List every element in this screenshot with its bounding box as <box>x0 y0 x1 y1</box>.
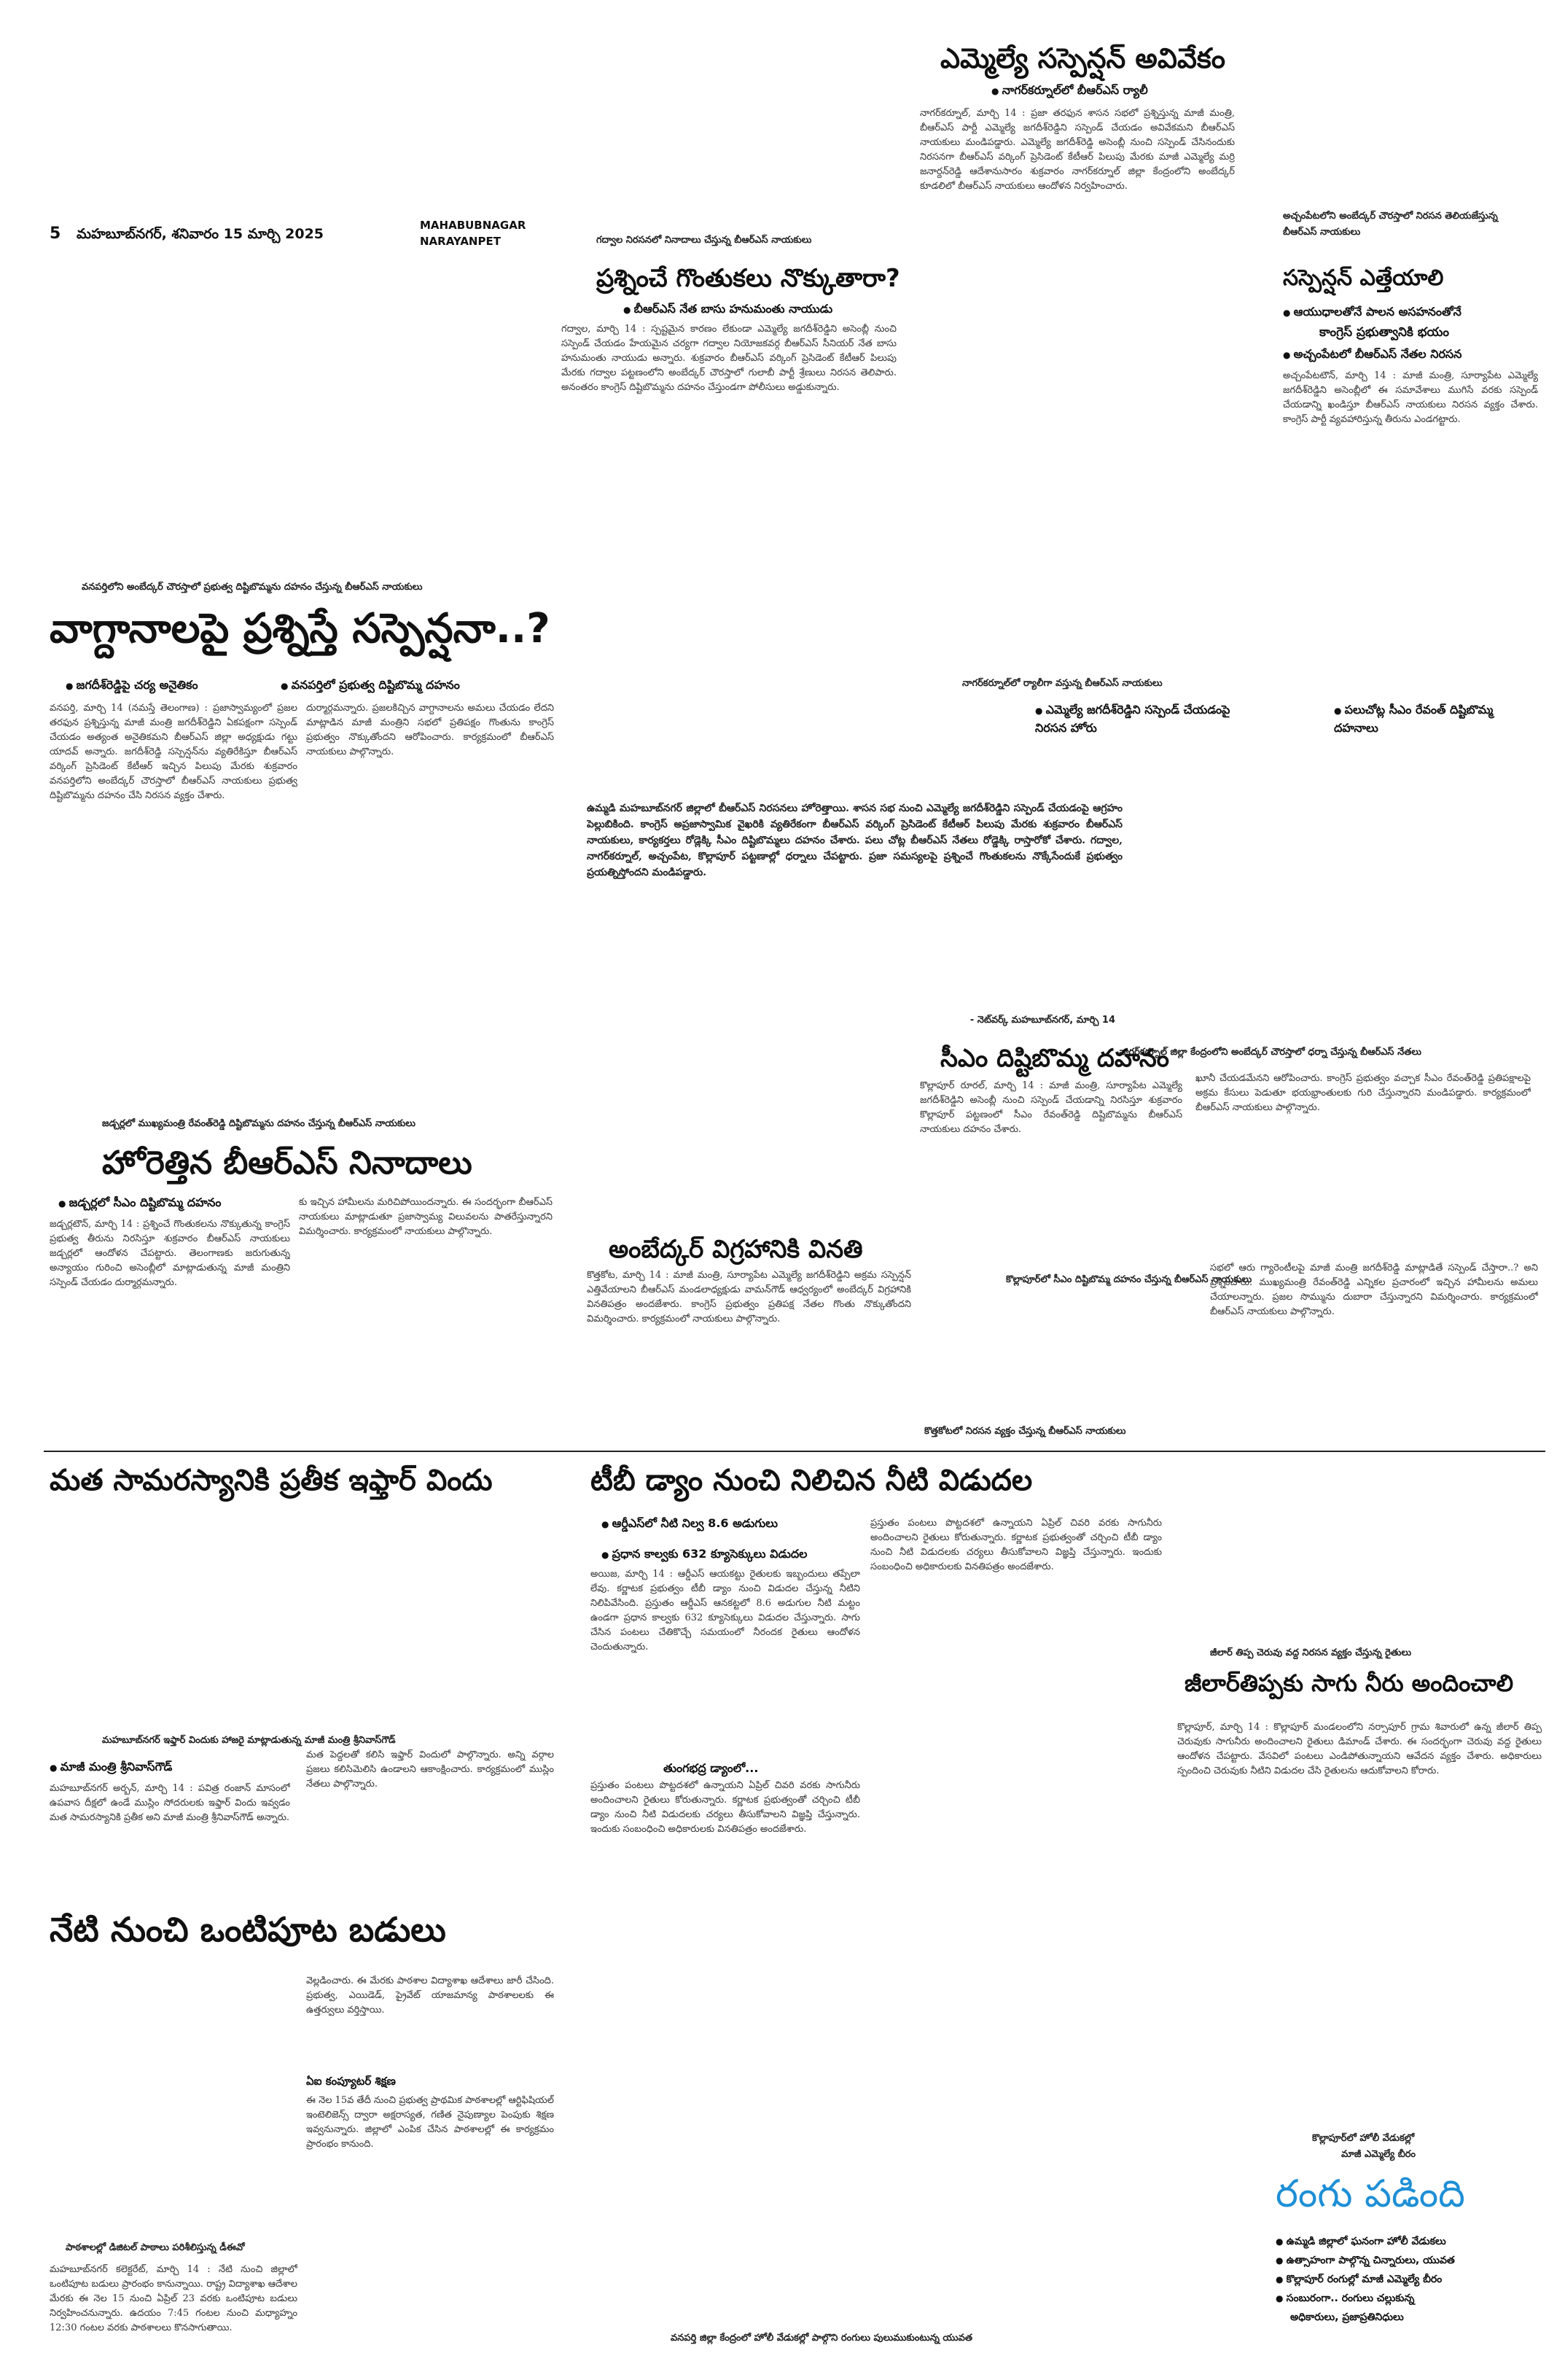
jurala-body: కొల్లాపూర్, మార్చి 14 : కొల్లాపూర్ మండలంలోని నర్సాపూర్ గ్రామ శివారులో ఉన్న జీలార్ తిప్ప చెరువుకు సాగునీరు అందించాలని రైతులు డిమాండ్ చేశారు. ఈ సందర్భంగా చెరువు వద్ద రైతులు ఆందోళన చేపట్టారు. వేసవిలో పంటలు ఎండిపోతున్నాయని ఆవేదన వ్యక్తం చేశారు. అధికారులు స్పందించి చెరువుకు నీటిని విడుదల చేసి రైతులను ఆదుకోవాలని కోరారు. <box>1177 1722 1542 1776</box>
dam-body-col1: అయిజ, మార్చి 14 : ఆర్డీఎస్ ఆయకట్టు రైతులకు ఇబ్బందులు తప్పేలా లేవు. కర్ణాటక ప్రభుత్వం టీబీ డ్యాం నుంచి విడుదల చేస్తున్న నీటిని నిలిపివేసింది. ప్రస్తుతం ఆర్డీఎస్ ఆనకట్టలో 8.6 అడుగుల నీటి మట్టం ఉండగా ప్రధాన కాల్వకు 632 క్యూసెక్కులు విడుదల చేస్తున్నారు. సాగు చేసిన పంటలు చేతికొచ్చే సమయంలో నీరందక రైతులు ఆందోళన చెందుతున్నారు. <box>590 1569 860 1653</box>
gadwal-headline: ప్రశ్నించే గొంతుకలు నొక్కుతారా? <box>596 264 900 293</box>
holi-kicker-1: కొల్లాపూర్‌లో హోలీ వేడుకల్లో <box>1312 2133 1415 2144</box>
photo-kottakota <box>561 1050 904 1225</box>
jadcherla-photo-caption: జడ్చర్లలో ముఖ్యమంత్రి రేవంత్‌రెడ్డి దిష్టిబొమ్మను దహనం చేస్తున్న బీఆర్ఎస్ నాయకులు <box>102 1118 415 1129</box>
photo-jurala <box>1166 1465 1545 1647</box>
gadwal-photo-caption: గద్వాల నిరసనలో నినాదాలు చేస్తున్న బీఆర్ఎస్ నాయకులు <box>596 235 812 246</box>
photo-kottakota-small <box>911 1327 1217 1421</box>
page-number: 5 <box>50 225 61 243</box>
photo-holi-beeram <box>1268 1968 1545 2129</box>
dam-headline: టీబీ డ్యాం నుంచి నిలిచిన నీటి విడుదల <box>590 1464 1033 1497</box>
dam-bullet-1: ● ఆర్డీఎస్‌లో నీటి నిల్వ 8.6 అడుగులు <box>601 1516 778 1533</box>
sabha-body: సభలో ఆరు గ్యారెంటీలపై మాజీ మంత్రి జగదీశ్‌రెడ్డి మాట్లాడితే సస్పెండ్ చేస్తారా..? అని ప్రశ్నించారు. ముఖ్యమంత్రి రేవంత్‌రెడ్డి ఎన్నికల ప్రచారంలో ఇచ్చిన హామీలను అమలు చేయాలన్నారు. ప్రజల సొమ్మును దుబారా చేస్తున్నారని విమర్శించారు. కార్యక్రమంలో బీఆర్ఎస్ నాయకులు పాల్గొన్నారు. <box>1210 1263 1538 1317</box>
jadcherla-headline: హోరెత్తిన బీఆర్ఎస్ నినాదాలు <box>102 1144 472 1182</box>
effigy-photo-caption: కొల్లాపూర్‌లో సీఎం దిష్టిబొమ్మ దహనం చేస్తున్న బీఆర్ఎస్ నాయకులు <box>1006 1274 1252 1285</box>
holi-photo-caption: వనపర్తి జిల్లా కేంద్రంలో హోలీ వేడుకల్లో పాల్గొని రంగులు పులుముకుంటున్న యువత <box>671 2333 972 2344</box>
effigy-body-col2: ఖూనీ చేయడమేనని ఆరోపించారు. కాంగ్రెస్ ప్రభుత్వం వచ్చాక సీఎం రేవంత్‌రెడ్డి ప్రతిపక్షాలపై అక్రమ కేసులు పెడుతూ భయభ్రాంతులకు గురి చేస్తున్నారని మండిపడ్డారు. కార్యక్రమంలో బీఆర్ఎస్ నాయకులు పాల్గొన్నారు. <box>1195 1073 1531 1113</box>
school-body-col2: వెల్లడించారు. ఈ మేరకు పాఠశాల విద్యాశాఖ ఆదేశాలు జారీ చేసింది. ప్రభుత్వ, ఎయిడెడ్, ప్రైవేట్ యాజమాన్య పాఠశాలలకు ఈ ఉత్తర్వులు వర్తిస్తాయి. <box>306 1975 554 2016</box>
achampet-bullet-1: ● ఆయుధాలతోనే పాలన అసహనంతోనే <box>1283 305 1462 321</box>
photo-nagarkurnool-dharna <box>1130 773 1545 1042</box>
dam-body-col2: ప్రస్తుతం పంటలు పొట్టదశలో ఉన్నాయని ఏప్రిల్ చివరి వరకు సాగునీరు అందించాలని రైతులు కోరుతున్నారు. కర్ణాటక ప్రభుత్వంతో చర్చించి టీబీ డ్యాం నుంచి నీటి విడుదలకు చర్యలు తీసుకోవాలని విజ్ఞప్తి చేస్తున్నారు. ఇందుకు సంబంధించి అధికారులకు వినతిపత్రం అందజేశారు. <box>870 1518 1162 1572</box>
photo-achampet <box>1254 0 1545 203</box>
photo-wanaparthy <box>44 255 554 574</box>
dam-subhead: తుంగభద్ర డ్యాంలో... <box>663 1761 759 1775</box>
photo-iftar <box>44 1509 554 1728</box>
wanaparthy-bullet-2: ● వనపర్తిలో ప్రభుత్వ దిష్టిబొమ్మ దహనం <box>281 678 460 695</box>
dam-bullet-2: ● ప్రధాన కాల్వకు 632 క్యూసెక్కులు విడుదల <box>601 1547 808 1564</box>
edition-line-2: NARAYANPET <box>420 235 501 248</box>
gadwal-bullet: ● బీఆర్ఎస్ నేత బాసు హనుమంతు నాయుడు <box>623 302 832 319</box>
dam-body-col1b: ప్రస్తుతం పంటలు పొట్టదశలో ఉన్నాయని ఏప్రిల్ చివరి వరకు సాగునీరు అందించాలని రైతులు కోరుతున్నారు. కర్ణాటక ప్రభుత్వంతో చర్చించి టీబీ డ్యాం నుంచి నీటి విడుదలకు చర్యలు తీసుకోవాలని విజ్ఞప్తి చేస్తున్నారు. ఇందుకు సంబంధించి అధికారులకు వినతిపత్రం అందజేశారు. <box>590 1780 860 1835</box>
iftar-body-col2: మత పెద్దలతో కలిసి ఇఫ్తార్ విందులో పాల్గొన్నారు. అన్ని వర్గాల ప్రజలు కలిసిమెలిసి ఉండాలని ఆకాంక్షించారు. కార్యక్రమంలో ముస్లిం నేతలు పాల్గొన్నారు. <box>306 1749 554 1790</box>
intro-box <box>587 800 1123 1034</box>
school-body-col2b: ఈ నెల 15వ తేదీ నుంచి ప్రభుత్వ ప్రాథమిక పాఠశాలల్లో ఆర్టిఫిషియల్ ఇంటెలిజెన్స్ ద్వారా అక్షరాస్యత, గణిత నైపుణ్యాల పెంపుకు శిక్షణ ఇవ్వనున్నారు. జిల్లాలో ఎంపిక చేసిన పాఠశాలల్లో ఈ కార్యక్రమం ప్రారంభం కానుంది. <box>306 2095 554 2150</box>
photo-gadwal <box>555 0 904 227</box>
gadwal-body: గద్వాల, మార్చి 14 : స్పష్టమైన కారణం లేకుండా ఎమ్మెల్యే జగదీశ్‌రెడ్డిని అసెంబ్లీ నుంచి సస్పెండ్ చేయడం హేయమైన చర్యగా గద్వాల నియోజకవర్గ బీఆర్ఎస్ సీనియర్ నేత బాసు హనుమంతు నాయుడు అన్నారు. శుక్రవారం బీఆర్ఎస్ వర్కింగ్ ప్రెసిడెంట్ కేటీఆర్ పిలుపు మేరకు గద్వాల పట్టణంలోని అంబేద్కర్ చౌరస్తాలో గులాబీ పార్టీ శ్రేణులు నిరసన తెలిపారు. అనంతరం కాంగ్రెస్ దిష్టిబొమ్మను దహనం చేస్తుండగా పోలీసులు అడ్డుకున్నారు. <box>561 324 897 393</box>
wanaparthy-body-col1: వనపర్తి, మార్చి 14 (నమస్తే తెలంగాణ) : ప్రజాస్వామ్యంలో ప్రజల తరఫున ప్రశ్నిస్తున్న మాజీ మంత్రి జగదీశ్‌రెడ్డిని ఏకపక్షంగా సస్పెండ్ చేయడం అత్యంత అనైతికమని బీఆర్ఎస్ జిల్లా అధ్యక్షుడు గట్టు యాదవ్ అన్నారు. జగదీశ్‌రెడ్డి సస్పెన్షన్‌ను వ్యతిరేకిస్తూ బీఆర్ఎస్ వర్కింగ్ ప్రెసిడెంట్ కేటీఆర్ ఇచ్చిన పిలుపు మేరకు శుక్రవారం వనపర్తిలోని అంబేద్కర్ చౌరస్తాలో బీఆర్ఎస్ నాయకులు ప్రభుత్వ దిష్టిబొమ్మను దహనం చేసి నిరసన వ్యక్తం చేశారు. <box>50 703 297 801</box>
date-line: మహబూబ్‌నగర్, శనివారం 15 మార్చి 2025 <box>77 226 324 242</box>
ambedkar-body: కొత్తకోట, మార్చి 14 : మాజీ మంత్రి, సూర్యాపేట ఎమ్మెల్యే జగదీశ్‌రెడ్డిని అక్రమ సస్పెన్షన్ ఎత్తివేయాలని బీఆర్ఎస్ మండలాధ్యక్షుడు వామన్‌గౌడ్ ఆధ్వర్యంలో అంబేద్కర్ విగ్రహానికి వినతిపత్రం అందజేశారు. కాంగ్రెస్ ప్రభుత్వం ప్రతిపక్ష నేతల గొంతు నొక్కుతోందని విమర్శించారు. కార్యక్రమంలో నాయకులు పాల్గొన్నారు. <box>587 1270 911 1324</box>
photo-sabha <box>1217 1115 1545 1254</box>
school-photo-caption: పాఠశాలల్లో డిజిటల్ పాఠాలు పరిశీలిస్తున్న డీఈవో <box>66 2242 245 2253</box>
kottakota-photo-caption: కొత్తకోటలో నిరసన వ్యక్తం చేస్తున్న బీఆర్ఎస్ నాయకులు <box>924 1426 1126 1437</box>
jadcherla-body-col2: కు ఇచ్చిన హామీలను మరిచిపోయిందన్నారు. ఈ సందర్భంగా బీఆర్ఎస్ నాయకులు మాట్లాడుతూ ప్రజాస్వామ్య విలువలను పాతరేస్తున్నారని విమర్శించారు. కార్యక్రమంలో నాయకులు పాల్గొన్నారు. <box>299 1197 553 1237</box>
ambedkar-headline: అంబేద్కర్ విగ్రహానికి వినతి <box>609 1235 863 1264</box>
iftar-body-col1: మహబూబ్‌నగర్ అర్బన్, మార్చి 14 : పవిత్ర రంజాన్ మాసంలో ఉపవాస దీక్షలో ఉండే ముస్లిం సోదరులకు ఇఫ్తార్ విందు ఇవ్వడం మత సామరస్యానికి ప్రతీక అని మాజీ మంత్రి శ్రీనివాస్‌గౌడ్ అన్నారు. <box>50 1783 290 1823</box>
protest-bullet-left: ● ఎమ్మెల్యే జగదీశ్‌రెడ్డిని సస్పెండ్ చేయడంపై నిరసన హోరు <box>1035 701 1239 737</box>
photo-jadcherla <box>44 940 583 1112</box>
holi-bullets <box>1276 2232 1538 2327</box>
holi-bullet-cont: అధికారులు, ప్రజాప్రతినిధులు <box>1290 2311 1404 2323</box>
photo-nagarkurnool-rally <box>907 452 1257 674</box>
achampet-subhead: కాంగ్రెస్ ప్రభుత్వానికి భయం <box>1319 325 1449 340</box>
jadcherla-body-col1: జడ్చర్లటౌన్, మార్చి 14 : ప్రశ్నించే గొంతుకలను నొక్కుతున్న కాంగ్రెస్ ప్రభుత్వ తీరును నిరసిస్తూ శుక్రవారం బీఆర్ఎస్ నాయకులు జడ్చర్లలో ఆందోళన చేపట్టారు. తెలంగాణకు జరుగుతున్న అన్యాయం గురించి అసెంబ్లీలో మాట్లాడుతున్న మాజీ మంత్రిని సస్పెండ్ చేయడం దుర్మార్గమన్నారు. <box>50 1219 290 1288</box>
school-subhead: ఏఐ కంప్యూటర్ శిక్షణ <box>306 2075 396 2088</box>
suspension-bullet: ● నాగర్‌కర్నూల్‌లో బీఆర్ఎస్ ర్యాలీ <box>991 83 1148 100</box>
achampet-photo-caption: అచ్చంపేటలోని అంబేద్కర్ చౌరస్తాలో నిరసన తెలియజేస్తున్న బీఆర్ఎస్ నాయకులు <box>1283 211 1498 238</box>
holi-bullet: ● సంబురంగా.. రంగులు చల్లుకున్న <box>1276 2289 1538 2308</box>
suspension-body: నాగర్‌కర్నూల్, మార్చి 14 : ప్రజా తరఫున శాసన సభలో ప్రశ్నిస్తున్న మాజీ మంత్రి, బీఆర్ఎస్ పార్టీ ఎమ్మెల్యే జగదీశ్‌రెడ్డిని సస్పెండ్ చేయడం అవివేకమని బీఆర్ఎస్ నాయకులు మండిపడ్డారు. ఎమ్మెల్యే జగదీశ్‌రెడ్డి అసెంబ్లీ నుంచి సస్పెండ్ చేసినందుకు నిరసనగా బీఆర్ఎస్ వర్కింగ్ ప్రెసిడెంట్ కేటీఆర్ పిలుపు మేరకు మాజీ ఎమ్మెల్యే మర్రి జనార్దన్‌రెడ్డి ఆదేశానుసారం శుక్రవారం నాగర్‌కర్నూల్ జిల్లా కేంద్రంలోని అంబేద్కర్ కూడలిలో బీఆర్ఎస్ నాయకులు ఆందోళన నిర్వహించారు. <box>920 108 1235 192</box>
effigy-headline: సీఎం దిష్టిబొమ్మ దహనం <box>940 1044 1170 1073</box>
protest-bullet-right: ● పలుచోట్ల సీఎం రేవంత్ దిష్టిబొమ్మ దహనాలు <box>1334 701 1531 737</box>
wanaparthy-photo-caption: వనపర్తిలోని అంబేద్కర్ చౌరస్తాలో ప్రభుత్వ దిష్టిబొమ్మను దహనం చేస్తున్న బీఆర్ఎస్ నాయకులు <box>82 582 423 593</box>
iftar-headline: మత సామరస్యానికి ప్రతీక ఇఫ్తార్ విందు <box>50 1464 493 1497</box>
school-headline: నేటి నుంచి ఒంటిపూట బడులు <box>50 1910 446 1949</box>
wanaparthy-bullet-1: ● జగదీశ్‌రెడ్డిపై చర్య అనైతికం <box>66 678 198 695</box>
intro-byline: - నెట్‌వర్క్ మహబూబ్‌నగర్, మార్చి 14 <box>969 1015 1115 1026</box>
jurala-photo-caption: జీలార్ తిప్ప చెరువు వద్ద నిరసన వ్యక్తం చేస్తున్న రైతులు <box>1210 1647 1412 1658</box>
dharna-photo-caption: నాగర్‌కర్నూల్ జిల్లా కేంద్రంలోని అంబేద్కర్ చౌరస్తాలో ధర్నా చేస్తున్న బీఆర్ఎస్ నేతలు <box>1119 1047 1422 1058</box>
intro-body: ఉమ్మడి మహబూబ్‌నగర్ జిల్లాలో బీఆర్ఎస్ నిరసనలు హోరెత్తాయి. శాసన సభ నుంచి ఎమ్మెల్యే జగదీశ్‌రెడ్డిని సస్పెండ్ చేయడంపై ఆగ్రహం పెల్లుబికింది. కాంగ్రెస్ అప్రజాస్వామిక వైఖరికి వ్యతిరేకంగా బీఆర్ఎస్ వర్కింగ్ ప్రెసిడెంట్ కేటీఆర్ పిలుపు మేరకు శుక్రవారం బీఆర్ఎస్ నాయకులు, కార్యకర్తలు రోడ్లెక్కి సీఎం దిష్టిబొమ్మలు దహనం చేశారు. పలు చోట్ల బీఆర్ఎస్ నేతలు రోడ్డెక్కి రాస్తారోకో చేశారు. గద్వాల, నాగర్‌కర్నూల్, అచ్చంపేట, కొల్లాపూర్ పట్టణాల్లో ధర్నాలు చేపట్టారు. ప్రజా సమస్యలపై ప్రశ్నించే గొంతుకలను నొక్కేసేందుకే ప్రభుత్వం ప్రయత్నిస్తోందని మండిపడ్డారు. <box>587 803 1123 878</box>
photo-rally-top <box>904 0 1254 36</box>
suspension-headline: ఎమ్మెల్యే సస్పెన్షన్ అవివేకం <box>940 42 1225 74</box>
jurala-headline: జీలార్‌తిప్పకు సాగు నీరు అందించాలి <box>1185 1669 1514 1697</box>
school-body-col1: మహబూబ్‌నగర్ కలెక్టరేట్, మార్చి 14 : నేటి నుంచి జిల్లాలో ఒంటిపూట బడులు ప్రారంభం కానున్నాయి. రాష్ట్ర విద్యాశాఖ ఆదేశాల మేరకు ఈ నెల 15 నుంచి ఏప్రిల్ 23 వరకు ఒంటిపూట బడులు నిర్వహించనున్నారు. ఉదయం 7:45 గంటల నుంచి మధ్యాహ్నం 12:30 గంటల వరకు పాఠశాలలు కొనసాగుతాయి. <box>50 2264 297 2333</box>
photo-school <box>44 1961 299 2238</box>
achampet-body: అచ్చంపేటటౌన్, మార్చి 14 : మాజీ మంత్రి, సూర్యాపేట ఎమ్మెల్యే జగదీశ్‌రెడ్డిని అసెంబ్లీలో ఈ సమావేశాలు ముగిసే వరకు సస్పెండ్ చేయడాన్ని ఖండిస్తూ బీఆర్ఎస్ నాయకులు నిరసన వ్యక్తం చేశారు. కాంగ్రెస్ పార్టీ వ్యవహారిస్తున్న తీరును ఎండగట్టారు. <box>1283 370 1538 425</box>
holi-bullet: ● కొల్లాపూర్ రంగుల్లో మాజీ ఎమ్మెల్యే బీరం <box>1276 2270 1538 2289</box>
achampet-headline: సస్పెన్షన్ ఎత్తేయాలి <box>1283 265 1444 291</box>
photo-holi <box>569 1968 1268 2325</box>
achampet-bullet-2: ● అచ్చంపేటలో బీఆర్ఎస్ నేతల నిరసన <box>1283 347 1462 364</box>
holi-kicker-2: మాజీ ఎమ్మెల్యే బీరం <box>1341 2149 1416 2160</box>
iftar-photo-caption: మహబూబ్‌నగర్ ఇఫ్తార్ విందుకు హాజరై మాట్లాడుతున్న మాజీ మంత్రి శ్రీనివాస్‌గౌడ్ <box>102 1735 396 1746</box>
iftar-bullet: ● మాజీ మంత్రి శ్రీనివాస్‌గౌడ్ <box>50 1760 172 1776</box>
wanaparthy-body-col2: దుర్మార్గమన్నారు. ప్రజలకిచ్చిన వాగ్దానాలను అమలు చేయడం లేదని మాట్లాడిన మాజీ మంత్రిని సభలో ప్రతిపక్షం గొంతును కాంగ్రెస్ ప్రభుత్వం నొక్కుతోందని ఆరోపించారు. కార్యక్రమంలో బీఆర్ఎస్ నాయకులు పాల్గొన్నారు. <box>306 703 554 757</box>
effigy-body-col1: కొల్లాపూర్ రూరల్, మార్చి 14 : మాజీ మంత్రి, సూర్యాపేట ఎమ్మెల్యే జగదీశ్‌రెడ్డిని అసెంబ్లీ నుంచి సస్పెండ్ చేయడాన్ని నిరసిస్తూ శుక్రవారం కొల్లాపూర్ పట్టణంలో సీఎం రేవంత్‌రెడ్డి దిష్టిబొమ్మను బీఆర్ఎస్ నాయకులు దహనం చేశారు. <box>920 1080 1182 1135</box>
rally-photo-caption: నాగర్‌కర్నూల్‌లో ర్యాలీగా వస్తున్న బీఆర్ఎస్ నాయకులు <box>962 678 1163 689</box>
wanaparthy-headline: వాగ్దానాలపై ప్రశ్నిస్తే సస్పెన్షనా..? <box>50 605 550 652</box>
holi-bullet: ● ఉమ్మడి జిల్లాలో ఘనంగా హోలీ వేడుకలు <box>1276 2232 1538 2251</box>
holi-bullet: ● ఉత్సాహంగా పాల్గొన్న చిన్నారులు, యువత <box>1276 2251 1538 2270</box>
jadcherla-bullet: ● జడ్చర్లలో సీఎం దిష్టిబొమ్మ దహనం <box>58 1195 221 1212</box>
holi-headline: రంగు పడింది <box>1276 2172 1465 2216</box>
section-divider <box>44 1451 1545 1452</box>
edition-line-1: MAHABUBNAGAR <box>420 219 526 232</box>
